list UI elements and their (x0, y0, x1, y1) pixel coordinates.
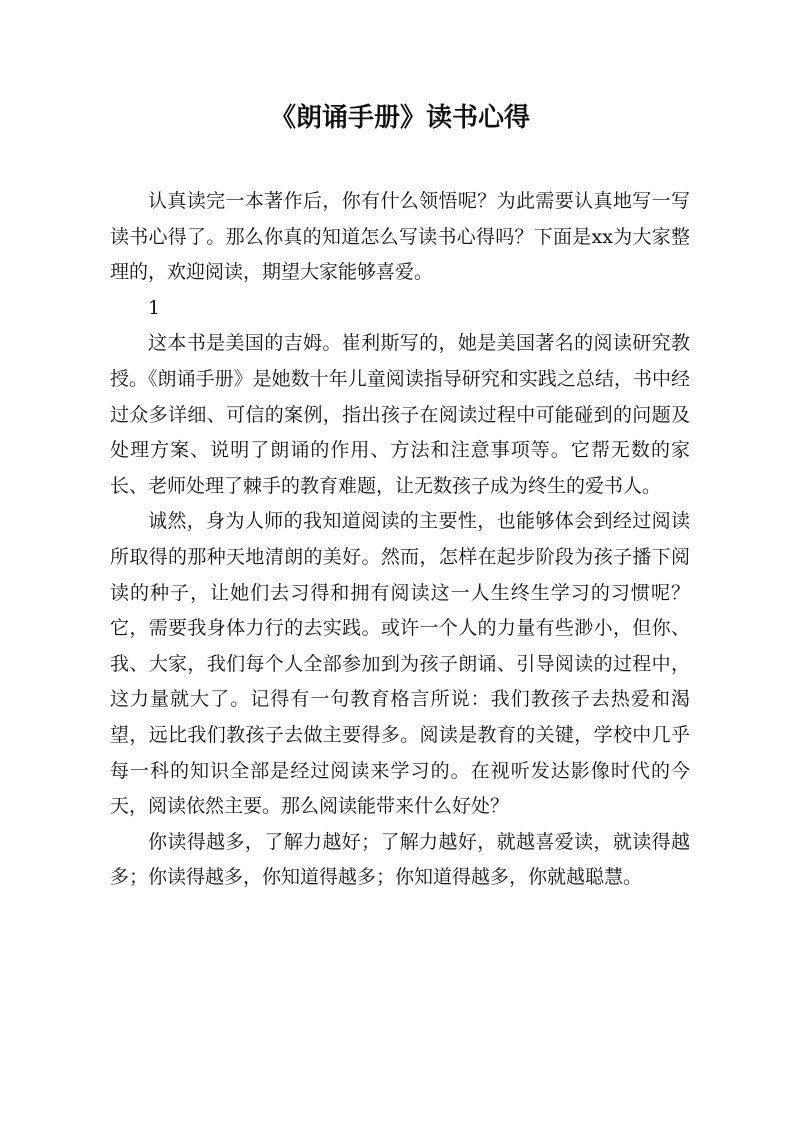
page-title: 《朗诵手册》读书心得 (269, 103, 530, 133)
body-paragraph: 这本书是美国的吉姆。崔利斯写的，她是美国著名的阅读研究教授。《朗诵手册》是她数十年儿童阅读指导研究和实践之总结，书中经过众多详细、可信的案例，指出孩子在阅读过程中可能碰到的问题及处理方案、说明了朗诵的作用、方法和注意事项等。它帮无数的家长、老师处理了棘手的教育难题，让无数孩子成为终生的爱书人。 (110, 332, 690, 497)
body-paragraph: 你读得越多，了解力越好；了解力越好，就越喜爱读，就读得越多；你读得越多，你知道得越多；你知道得越多，你就越聪慧。 (110, 830, 690, 889)
intro-paragraph: 认真读完一本著作后，你有什么领悟呢？为此需要认真地写一写读书心得了。那么你真的知道怎么写读书心得吗？下面是xx为大家整理的，欢迎阅读，期望大家能够喜爱。 (110, 190, 690, 284)
body-paragraph: 诚然，身为人师的我知道阅读的主要性，也能够体会到经过阅读所取得的那种天地清朗的美好。然而，怎样在起步阶段为孩子播下阅读的种子，让她们去习得和拥有阅读这一人生终生学习的习惯呢？它，需要我身体力行的去实践。或许一个人的力量有些渺小，但你、我、大家，我们每个人全部参加到为孩子朗诵、引导阅读的过程中，这力量就大了。记得有一句教育格言所说：我们教孩子去热爱和渴望，远比我们教孩子去做主要得多。阅读是教育的关键，学校中几乎每一科的知识全部是经过阅读来学习的。在视听发达影像时代的今天，阅读依然主要。那么阅读能带来什么好处？ (110, 510, 690, 818)
section-number: 1 (148, 296, 161, 319)
document-body (110, 184, 690, 896)
